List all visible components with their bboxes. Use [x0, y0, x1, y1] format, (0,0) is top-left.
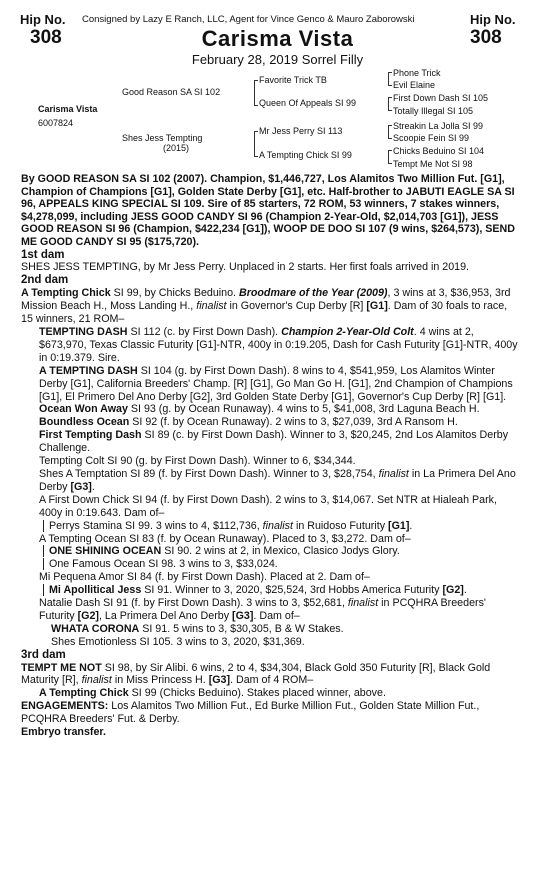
hip-number-right: 308	[470, 27, 502, 48]
pedigree-sire-sire: Favorite Trick TB	[259, 75, 327, 85]
produce-record: A TEMPTING DASH SI 104 (g. by First Down Dash). 8 wins to 4, $541,959, Los Alamitos Winter Derby [G1], California Breeders' Champ. [R] [G1], Go Man Go H. [G1], 2nd Champion of Champions [G1], El Primero Del Ano Derby [G2], 3rd Golden State Derby [G1], Governor's Cup Derby [R] [G1].	[39, 364, 513, 403]
pedigree-brace	[388, 97, 392, 111]
pedigree-g2: Evil Elaine	[393, 80, 436, 90]
grandproduce-record: Perrys Stamina SI 99. 3 wins to 4, $112,736, finalist in Ruidoso Futurity [G1].	[21, 520, 521, 533]
grandproduce-record: WHATA CORONA SI 91. 5 wins to 3, $30,305, B & W Stakes.	[51, 622, 344, 635]
consignor-line: Consigned by Lazy E Ranch, LLC, Agent for Vince Genco & Mauro Zaborowski	[82, 14, 415, 25]
pedigree-brace	[388, 150, 392, 164]
foal-info: February 28, 2019 Sorrel Filly	[191, 52, 364, 67]
produce-record: Tempting Colt SI 90 (g. by First Down Dash). Winner to 6, $34,344.	[39, 455, 356, 468]
pedigree-g5: Streakin La Jolla SI 99	[393, 121, 484, 131]
produce-record: A Tempting Chick SI 99 (Chicks Beduino). Stakes placed winner, above.	[39, 687, 386, 700]
pedigree-brace	[254, 80, 258, 106]
produce-record: Natalie Dash SI 91 (f. by First Down Dash). 3 wins to 3, $52,681, finalist in PCQHRA Breeders' Futurity [G2], La Primera Del Ano Derby [G3]. Dam of–	[39, 597, 486, 622]
first-dam-paragraph: SHES JESS TEMPTING, by Mr Jess Perry. Unplaced in 2 starts. Her first foals arrived in 2019.	[21, 261, 470, 274]
pedigree-sire: Good Reason SA SI 102	[122, 87, 221, 97]
grandproduce-record: Shes Emotionless SI 105. 3 wins to 3, 2020, $31,369.	[51, 635, 305, 648]
pedigree-brace	[254, 131, 258, 157]
pedigree-g4: Totally Illegal SI 105	[393, 106, 474, 116]
pedigree-dam-sire: Mr Jess Perry SI 113	[259, 126, 343, 136]
third-dam-heading: 3rd dam	[21, 648, 66, 661]
produce-record: Boundless Ocean SI 92 (f. by Ocean Runaway). 2 wins to 3, $27,039, 3rd A Ransom H.	[39, 416, 458, 429]
pedigree-g6: Scoopie Fein SI 99	[393, 133, 470, 143]
engagements-paragraph: ENGAGEMENTS: Los Alamitos Two Million Fut., Ed Burke Million Fut., Golden State Million Fut., PCQHRA Breeders' Fut. & Derby.	[21, 700, 480, 726]
produce-record: Ocean Won Away SI 93 (g. by Ocean Runaway). 4 wins to 5, $41,008, 3rd Laguna Beach H.	[39, 403, 480, 416]
second-dam-name: A Tempting Chick	[21, 287, 111, 300]
embryo-note: Embryo transfer.	[21, 726, 106, 739]
produce-record: A First Down Chick SI 94 (f. by First Down Dash). 2 wins to 3, $14,067. Set NTR at Hialeah Park, 400y in 0:19.643. Dam of–	[39, 493, 497, 519]
pedigree-g1: Phone Trick	[393, 68, 441, 78]
pedigree-g7: Chicks Beduino SI 104	[393, 146, 485, 156]
pedigree-reg-number: 6007824	[38, 118, 74, 128]
produce-record: TEMPTING DASH SI 112 (c. by First Down Dash). Champion 2-Year-Old Colt. 4 wins at 2, $673,970, Texas Classic Futurity [G1]-NTR, 400y in 0:19.205, Dash for Cash Futurity [G1]-NTR, 400y in 0:19.379. Sire.	[39, 326, 518, 364]
second-dam-paragraph: A Tempting Chick SI 99, by Chicks Beduino. Broodmare of the Year (2009), 3 wins at 3, $36,953, 3rd Mission Beach H., Moss Landing H., finalist in Governor's Cup Derby [R] [G1]. Dam of 30 foals to race, 15 winners, 21 ROM–	[21, 287, 511, 326]
sire-paragraph: By GOOD REASON SA SI 102 (2007). Champion, $1,446,727, Los Alamitos Two Million Fut. [G1], Champion of Champions [G1], Golden State Derby [G1], etc. Half-brother to JABUTI EAGLE SA SI 96, APPEALS KING SPECIAL SI 109. Sire of 85 starters, 72 ROM, 53 winners, 7 stakes winners, $4,278,099, including JESS GOOD CANDY SI 96 (Champion 2-Year-Old, $2,014,703 [G1]), JESS GOOD REASON SI 96 (Champion, $422,234 [G1]), WOOP DE DOO SI 107 (9 wins, $264,573), SEND ME GOOD CANDY SI 95 ($175,720).	[21, 173, 515, 248]
pedigree-dam-dam: A Tempting Chick SI 99	[259, 150, 352, 160]
pedigree-subject: Carisma Vista	[38, 104, 98, 114]
horse-name: Carisma Vista	[201, 26, 354, 51]
grandproduce-record: ONE SHINING OCEAN SI 90. 2 wins at 2, in Mexico, Clasico Jodys Glory.	[21, 545, 521, 558]
hip-label-left: Hip No.	[20, 12, 66, 27]
pedigree-brace	[388, 72, 392, 86]
hip-number-left: 308	[30, 27, 62, 48]
grandproduce-record: One Famous Ocean SI 98. 3 wins to 3, $33,024.	[21, 558, 521, 571]
pedigree-sire-dam: Queen Of Appeals SI 99	[259, 98, 357, 108]
pedigree-dam: Shes Jess Tempting	[122, 133, 203, 143]
first-dam-heading: 1st dam	[21, 248, 65, 261]
produce-record: A Tempting Ocean SI 83 (f. by Ocean Runaway). Placed to 3, $3,272. Dam of–	[39, 532, 411, 545]
pedigree-g8: Tempt Me Not SI 98	[393, 159, 473, 169]
produce-record: First Tempting Dash SI 89 (c. by First Down Dash). Winner to 3, $20,245, 2nd Los Alamitos Derby Challenge.	[39, 429, 509, 455]
third-dam-paragraph: TEMPT ME NOT SI 98, by Sir Alibi. 6 wins, 2 to 4, $34,304, Black Gold 350 Futurity [R], Black Gold Maturity [R], finalist in Miss Princess H. [G3]. Dam of 4 ROM–	[21, 661, 491, 687]
pedigree-brace	[388, 125, 392, 139]
second-dam-heading: 2nd dam	[21, 274, 69, 287]
produce-record: Mi Pequena Amor SI 84 (f. by First Down Dash). Placed at 2. Dam of–	[39, 571, 370, 584]
pedigree-dam-year: (2015)	[163, 143, 190, 153]
catalog-body	[21, 173, 521, 739]
hip-label-right: Hip No.	[470, 12, 516, 27]
grandproduce-record: Mi Apollitical Jess SI 91. Winner to 3, 2020, $25,524, 3rd Hobbs America Futurity [G2].	[21, 584, 521, 597]
pedigree-g3: First Down Dash SI 105	[393, 93, 489, 103]
produce-record: Shes A Temptation SI 89 (f. by First Down Dash). Winner to 3, $28,754, finalist in La Primera Del Ano Derby [G3].	[39, 467, 516, 493]
